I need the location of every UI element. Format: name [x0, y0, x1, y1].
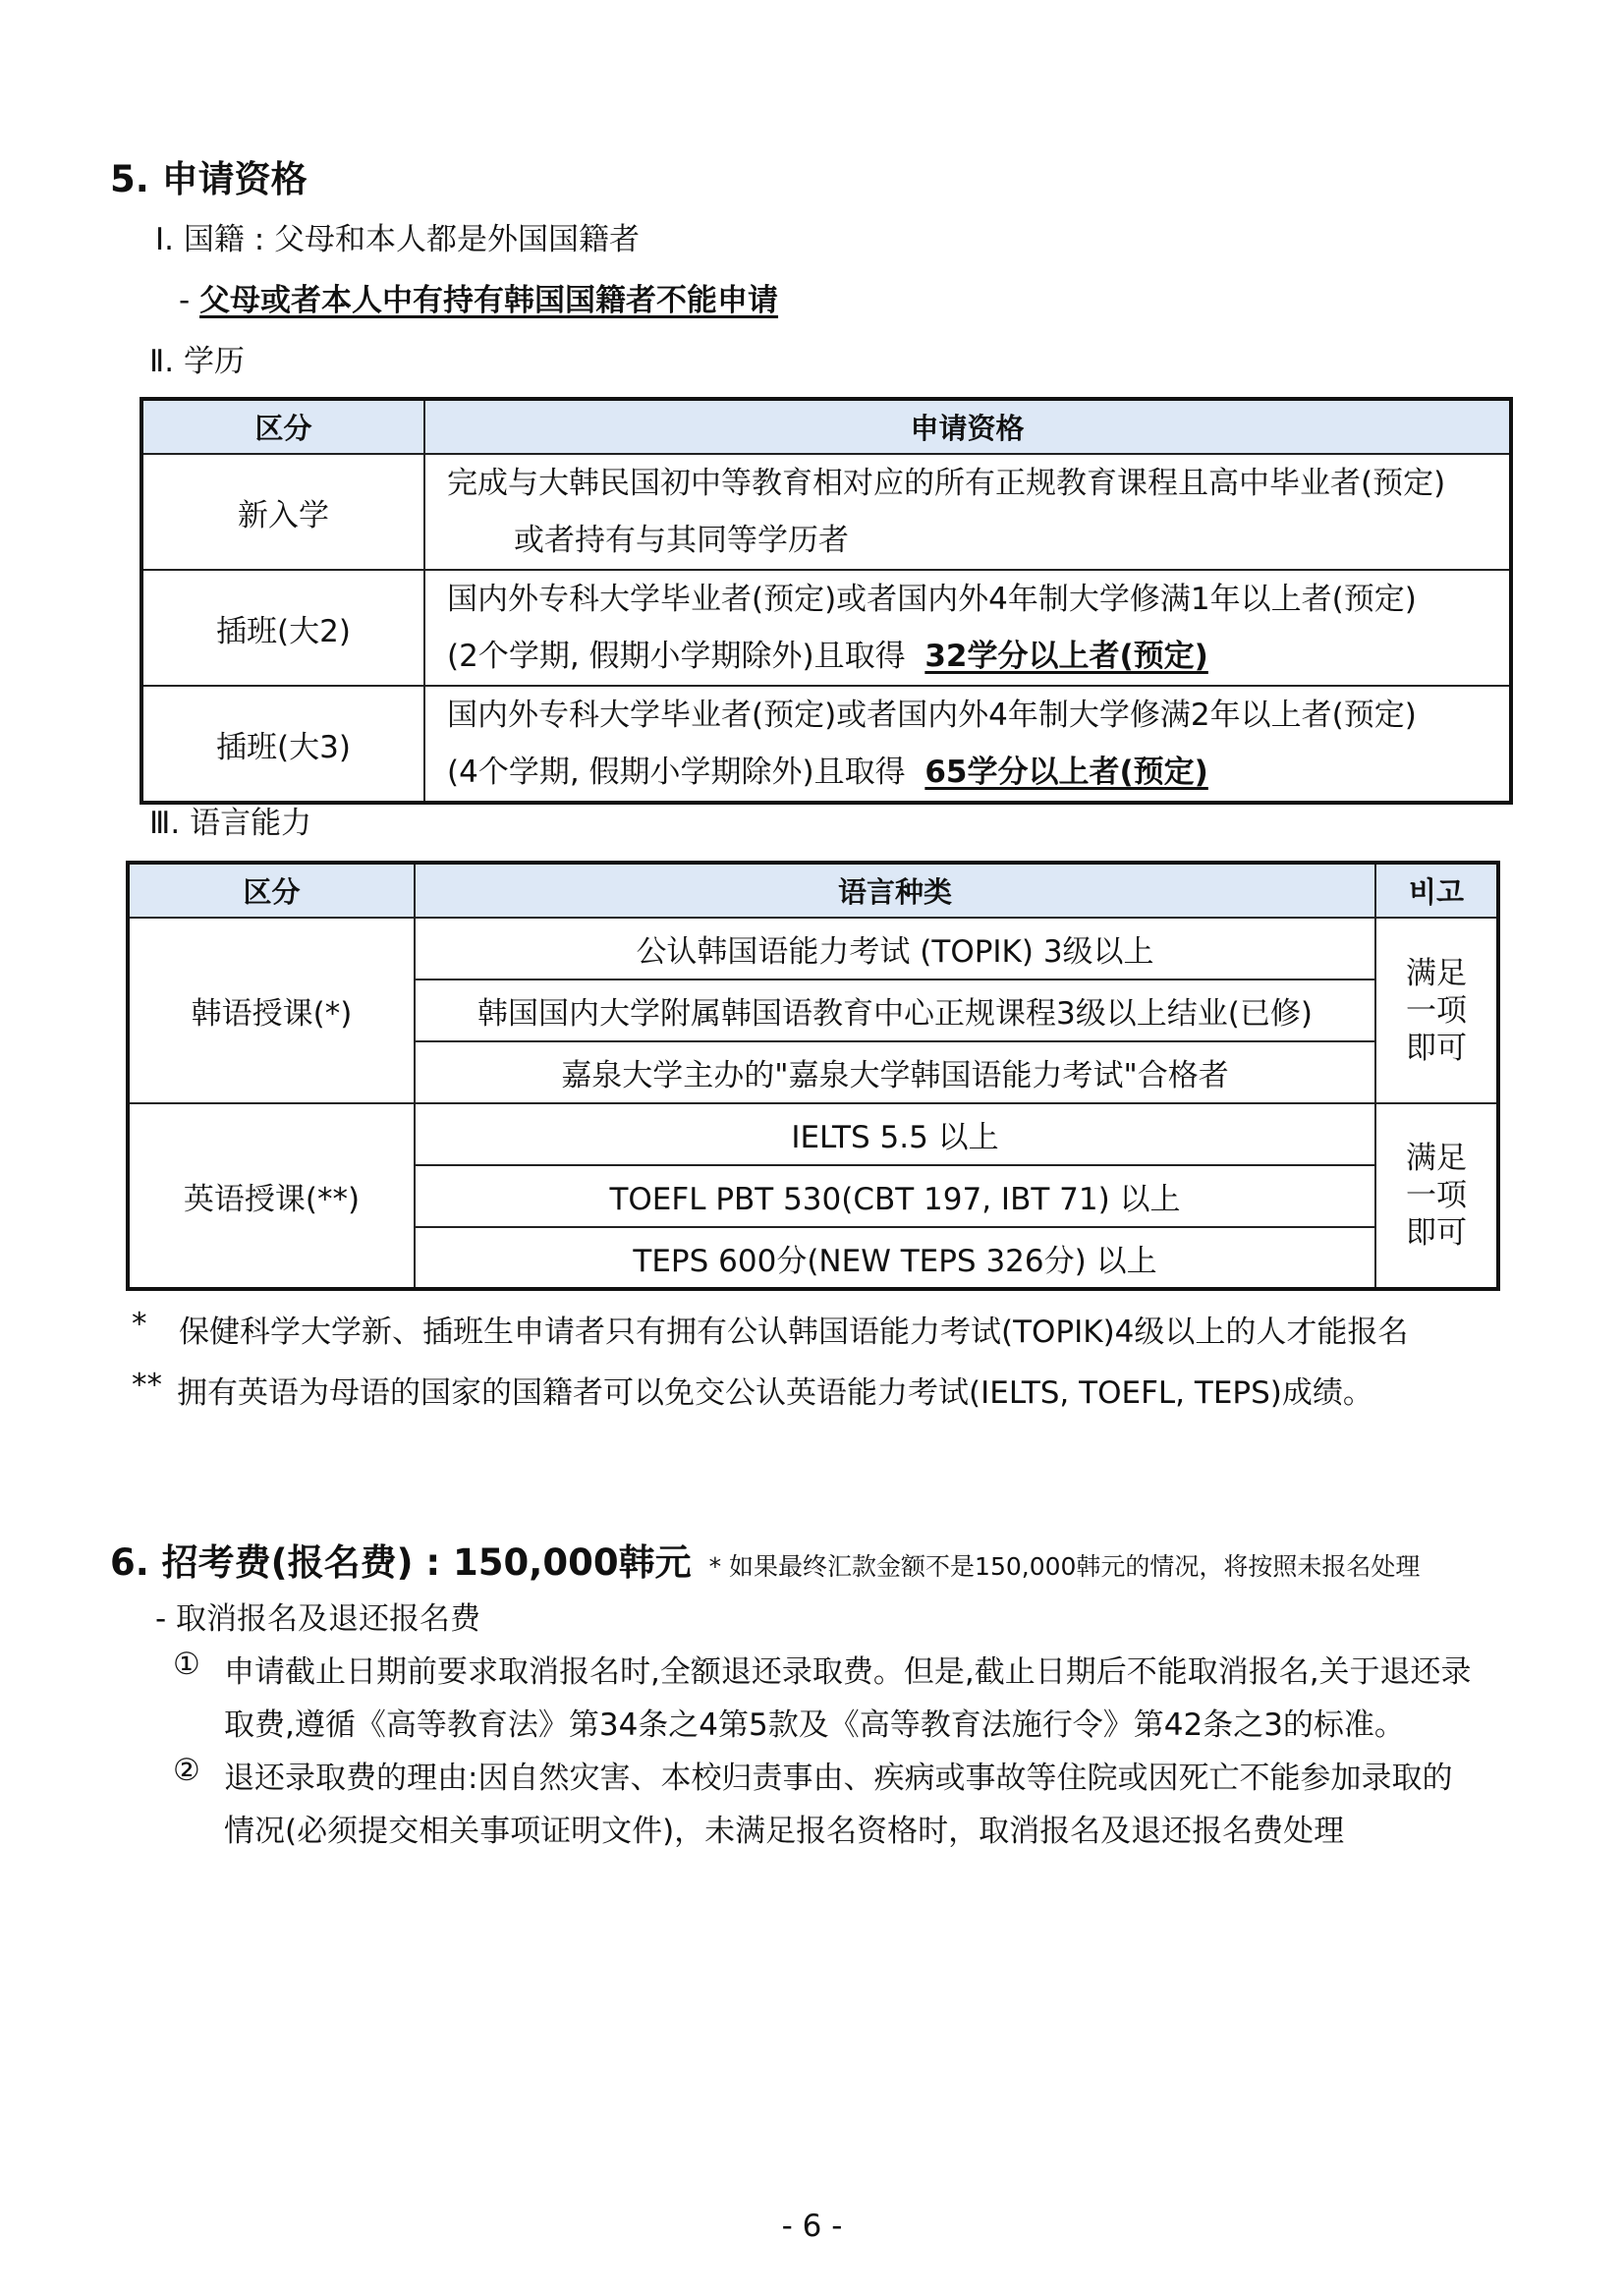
nationality-note-dash: - [179, 283, 200, 318]
education-row-line2 [447, 744, 1509, 801]
language-category-english: 英语授课(**) [128, 1103, 415, 1289]
language-header-type: 语言种类 [415, 863, 1375, 918]
language-category-korean: 韩语授课(*) [128, 918, 415, 1103]
language-header-remark: 비고 [1375, 863, 1498, 918]
remark-line: 一项 [1406, 1178, 1467, 1213]
section6-header [110, 1533, 1420, 1586]
language-label: Ⅲ. 语言能力 [149, 806, 312, 841]
education-header-category: 区分 [141, 399, 424, 454]
remark-line: 即可 [1406, 1215, 1467, 1251]
education-row-line1: 国内外专科大学毕业者(预定)或者国内外4年制大学修满2年以上者(预定) [447, 698, 1417, 733]
language-remark-korean [1375, 918, 1498, 1103]
language-header-row [128, 863, 1498, 918]
section6-sub: - 取消报名及退还报名费 [155, 1601, 481, 1637]
list-item-line: 取费,遵循《高等教育法》第34条之4第5款及《高等教育法施行令》第42条之3的标准。 [224, 1707, 1405, 1743]
list-item-line: 退还录取费的理由:因自然灾害、本校归责事由、疾病或事故等住院或因死亡不能参加录取的 [224, 1761, 1453, 1796]
footnote [132, 1307, 147, 1342]
education-row-credits: 32学分以上者(预定) [924, 639, 1208, 674]
footnote [132, 1368, 162, 1403]
remark-line: 即可 [1406, 1030, 1467, 1066]
nationality-label: Ⅰ. 国籍 : 父母和本人都是外国国籍者 [155, 222, 641, 257]
education-row-content [424, 454, 1511, 570]
list-item-mark: ② [173, 1753, 200, 1788]
education-row-category: 插班(大2) [141, 570, 424, 686]
education-row [141, 454, 1511, 570]
language-item: 嘉泉大学主办的"嘉泉大学韩国语能力考试"合格者 [415, 1041, 1375, 1103]
nationality-note [179, 275, 778, 319]
education-row-line2 [447, 628, 1509, 685]
education-table [140, 397, 1513, 805]
language-table [126, 861, 1500, 1291]
education-row [141, 686, 1511, 803]
language-header-category: 区分 [128, 863, 415, 918]
page-number: - 6 - [781, 2209, 843, 2244]
language-item: IELTS 5.5 以上 [415, 1103, 1375, 1165]
footnote-text: 保健科学大学新、插班生申请者只有拥有公认韩国语能力考试(TOPIK)4级以上的人才能报名 [179, 1315, 1409, 1350]
section6-title: 6. 招考费(报名费) : 150,000韩元 [110, 1541, 692, 1584]
education-row-category: 插班(大3) [141, 686, 424, 803]
language-row [128, 1103, 1498, 1165]
remark-line: 满足 [1406, 1141, 1467, 1176]
footnote-mark: * [132, 1307, 147, 1342]
remark-line: 满足 [1406, 955, 1467, 991]
list-item-line: 申请截止日期前要求取消报名时,全额退还录取费。但是,截止日期后不能取消报名,关于退还录 [224, 1654, 1472, 1690]
language-item: 公认韩国语能力考试 (TOPIK) 3级以上 [415, 918, 1375, 980]
section6-note: * 如果最终汇款金额不是150,000韩元的情况，将按照未报名处理 [708, 1552, 1421, 1581]
education-row-credits: 65学分以上者(预定) [924, 755, 1208, 790]
education-row-line2-text: (2个学期, 假期小学期除外)且取得 [447, 639, 906, 674]
education-row-content [424, 686, 1511, 803]
education-row-content [424, 570, 1511, 686]
education-row-line2: 或者持有与其同等学历者 [514, 523, 849, 558]
remark-line: 一项 [1406, 992, 1467, 1029]
footnote-text: 拥有英语为母语的国家的国籍者可以免交公认英语能力考试(IELTS, TOEFL, TEPS)成绩。 [177, 1375, 1373, 1411]
education-row-line2-text: (4个学期, 假期小学期除外)且取得 [447, 755, 906, 790]
language-item: 韩国国内大学附属韩国语教育中心正规课程3级以上结业(已修) [415, 980, 1375, 1041]
language-row [128, 918, 1498, 980]
list-item-mark: ① [173, 1647, 200, 1682]
education-header-row [141, 399, 1511, 454]
language-item: TOEFL PBT 530(CBT 197, IBT 71) 以上 [415, 1165, 1375, 1227]
section5-title: 5. 申请资格 [110, 158, 308, 200]
footnote-mark: ** [132, 1368, 162, 1403]
education-label: Ⅱ. 学历 [149, 344, 245, 379]
language-item: TEPS 600分(NEW TEPS 326分) 以上 [415, 1227, 1375, 1289]
education-row-line1: 完成与大韩民国初中等教育相对应的所有正规教育课程且高中毕业者(预定) [447, 466, 1446, 501]
education-row [141, 570, 1511, 686]
education-row-line1: 国内外专科大学毕业者(预定)或者国内外4年制大学修满1年以上者(预定) [447, 582, 1417, 617]
education-row-category: 新入学 [141, 454, 424, 570]
list-item-line: 情况(必须提交相关事项证明文件)，未满足报名资格时，取消报名及退还报名费处理 [224, 1814, 1345, 1849]
nationality-note-text: 父母或者本人中有持有韩国国籍者不能申请 [199, 283, 779, 318]
education-header-qualification: 申请资格 [424, 399, 1511, 454]
language-remark-english [1375, 1103, 1498, 1289]
